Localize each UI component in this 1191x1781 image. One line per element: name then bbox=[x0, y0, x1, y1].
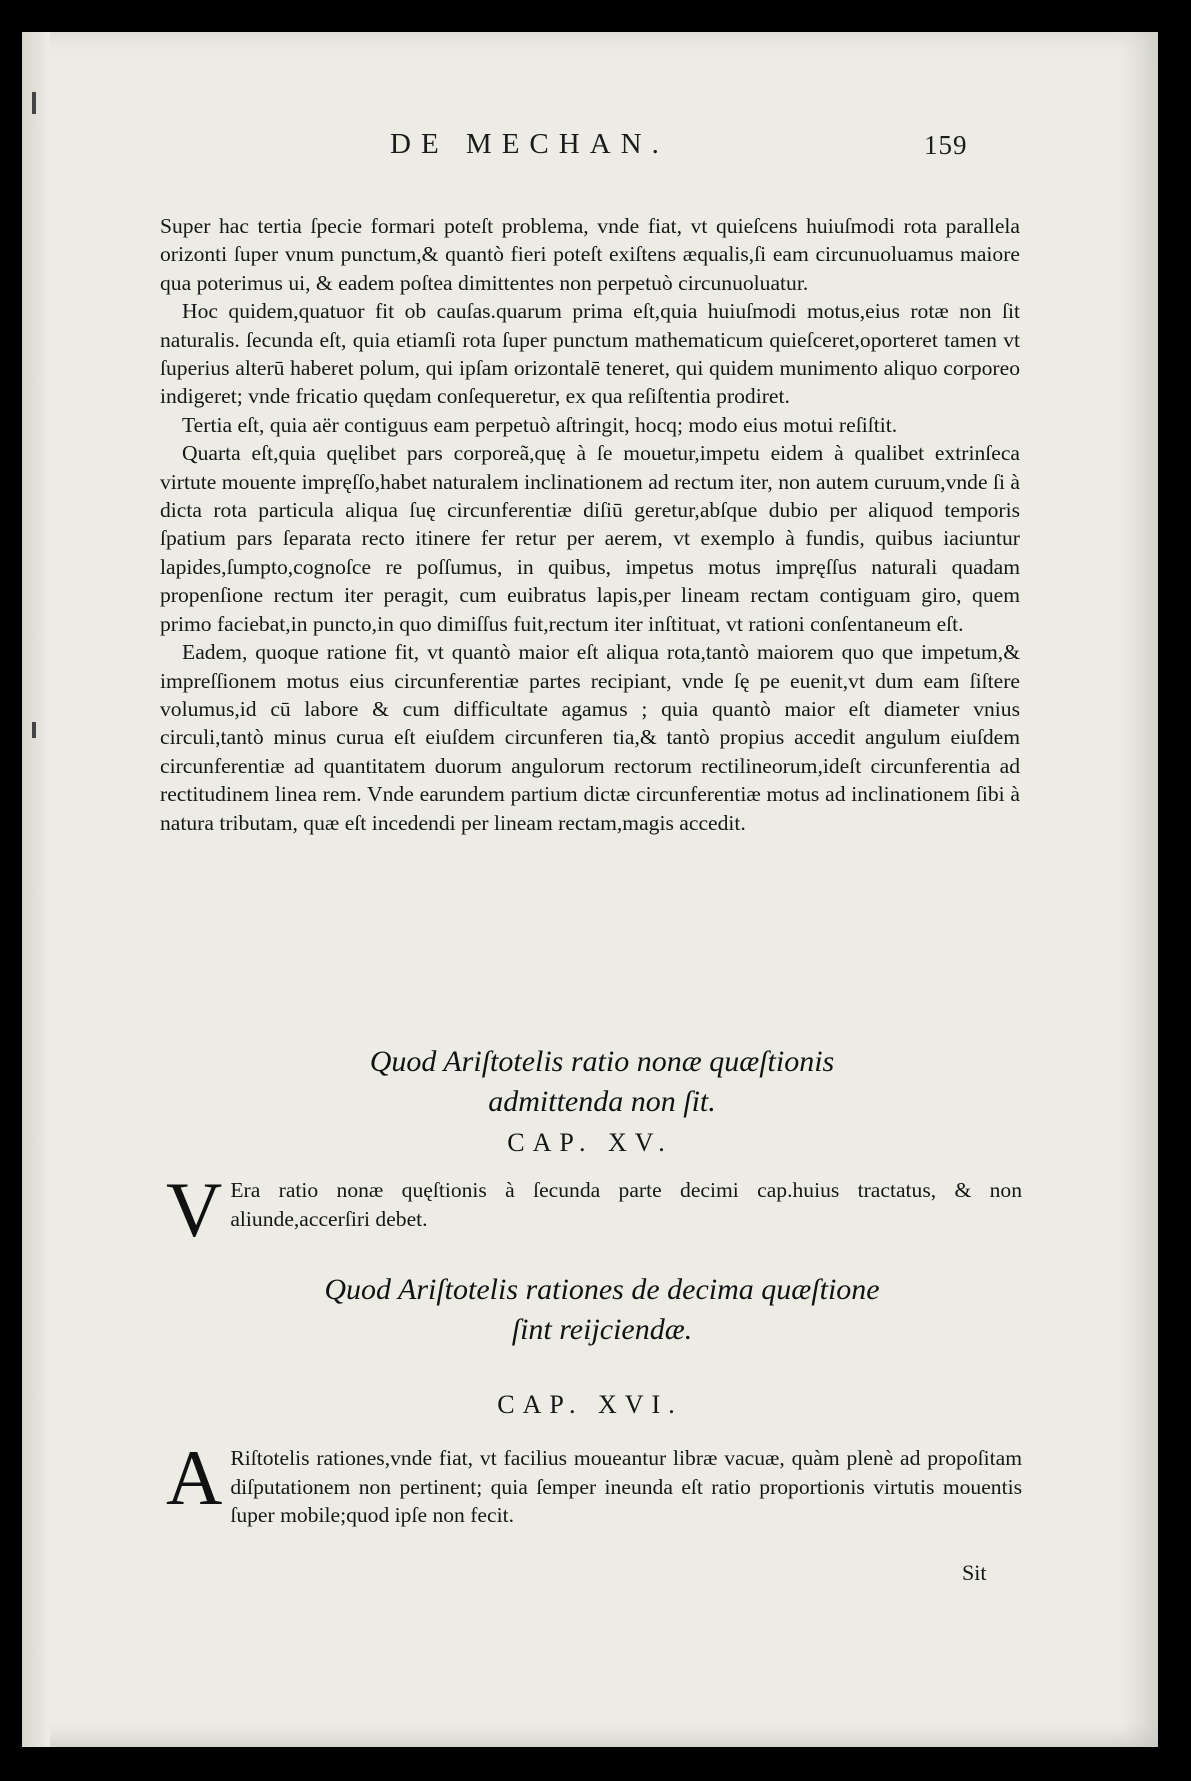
chapter-body: Era ratio nonæ quęſtionis à ſecunda parte decimi cap.huius tractatus, & non aliunde,accerſiri debet. bbox=[230, 1178, 1022, 1231]
chapter-text bbox=[166, 1434, 1022, 1530]
paragraph: Quarta eſt,quia quęlibet pars corporeã,quę à ſe mouetur,impetu eidem à qualibet extrinſeca virtute mouente impręſſo,habet naturalem inclinationem ad rectum iter, non autem curuum,vnde ſi à dicta rota particula aliqua ſuę circunferentiæ diſiū geretur,abſque dubio per aliquod temporis ſpatium pars ſeparata recto itinere fer retur per aerem, vt exemplo à fundis, quibus iaciuntur lapides,ſumpto,cognoſce re poſſumus, in quibus, impetus motus impręſſus naturali quadam propenſione rectum iter peragit, cum euibratus lapis,per lineam rectam contiguam giro, quem primo faciebat,in puncto,in quo dimiſſus fuit,rectum iter inſtituat, vt rationi conſentaneum eſt. bbox=[160, 441, 1020, 636]
chapter-number: CAP. XVI. bbox=[497, 1390, 683, 1419]
drop-cap: V bbox=[166, 1166, 223, 1253]
paragraph: Tertia eſt, quia aër contiguus eam perpetuò aſtringit, hocq; modo eius motui reſiſtit. bbox=[182, 412, 898, 437]
edge-mark bbox=[32, 722, 36, 738]
catchword: Sit bbox=[962, 1560, 987, 1585]
chapter-body: Riſtotelis rationes,vnde fiat, vt facilius moueantur libræ vacuæ, quàm plenè ad propoſitam diſputationem non pertinent; quia ſemper ineunda eſt ratio proportionis virtutis mouentis ſuper mobile;quod ipſe non fecit. bbox=[230, 1446, 1022, 1528]
drop-cap: A bbox=[166, 1434, 223, 1521]
chapter-number: CAP. XV. bbox=[507, 1128, 673, 1157]
page-number: 159 bbox=[924, 130, 968, 160]
section-heading-line: Quod Ariſtotelis ratio nonæ quæſtionis bbox=[369, 1045, 835, 1078]
edge-mark bbox=[32, 92, 36, 114]
chapter-text bbox=[166, 1166, 1022, 1253]
section-heading bbox=[222, 1270, 982, 1350]
running-title: DE MECHAN. bbox=[390, 128, 669, 160]
running-header bbox=[22, 128, 1158, 172]
section-heading bbox=[222, 1042, 982, 1122]
paragraph: Hoc quidem,quatuor fit ob cauſas.quarum prima eſt,quia huiuſmodi motus,eius rotæ non ſit naturalis. ſecunda eſt, quia etiamſi rota ſuper punctum mathematicum quieſceret,oporteret tamen vt ſuperius alterū haberet polum, qui ipſam orizontalē teneret, qui quidem munimento aliquo corporeo indigeret; vnde fricatio quędam conſequeretur, ex qua reſiſtentia prodiret. bbox=[160, 299, 1020, 409]
main-text bbox=[160, 212, 1020, 837]
paragraph: Eadem, quoque ratione fit, vt quantò maior eſt aliqua rota,tantò maiorem quo que impetum,& impreſſionem motus eius circunferentiæ partes recipiant, vnde ſę pe euenit,vt dum eam ſiſtere volumus,id cū labore & cum difficultate agamus ; quia quantò maior eſt diameter vnius circuli,tantò minus curua eſt eiuſdem circunferen tia,& tantò propius accedit angulum eiuſdem circunferentiæ ad quantitatem duorum angulorum rectorum rectilineorum,ideſt circunferentia ad rectitudinem linea rem. Vnde earundem partium dictæ circunferentiæ motus ad inclinationem ſibi à natura tributam, quæ eſt incedendi per lineam rectam,magis accedit. bbox=[160, 640, 1020, 835]
section-heading-line: admittenda non ſit. bbox=[488, 1085, 716, 1118]
page-gutter bbox=[22, 32, 50, 1747]
section-heading-line: ſint reijciendæ. bbox=[511, 1313, 693, 1346]
paragraph: Super hac tertia ſpecie formari poteſt problema, vnde fiat, vt quieſcens huiuſmodi rota parallela orizonti ſuper vnum punctum,& quantò fieri poteſt exiſtens æqualis,ſi eam circunuoluamus maiore qua poterimus ui, & eadem poſtea dimittentes non perpetuò circunuoluatur. bbox=[160, 214, 1020, 295]
section-heading-line: Quod Ariſtotelis rationes de decima quæſtione bbox=[324, 1273, 880, 1306]
book-page bbox=[22, 32, 1158, 1747]
